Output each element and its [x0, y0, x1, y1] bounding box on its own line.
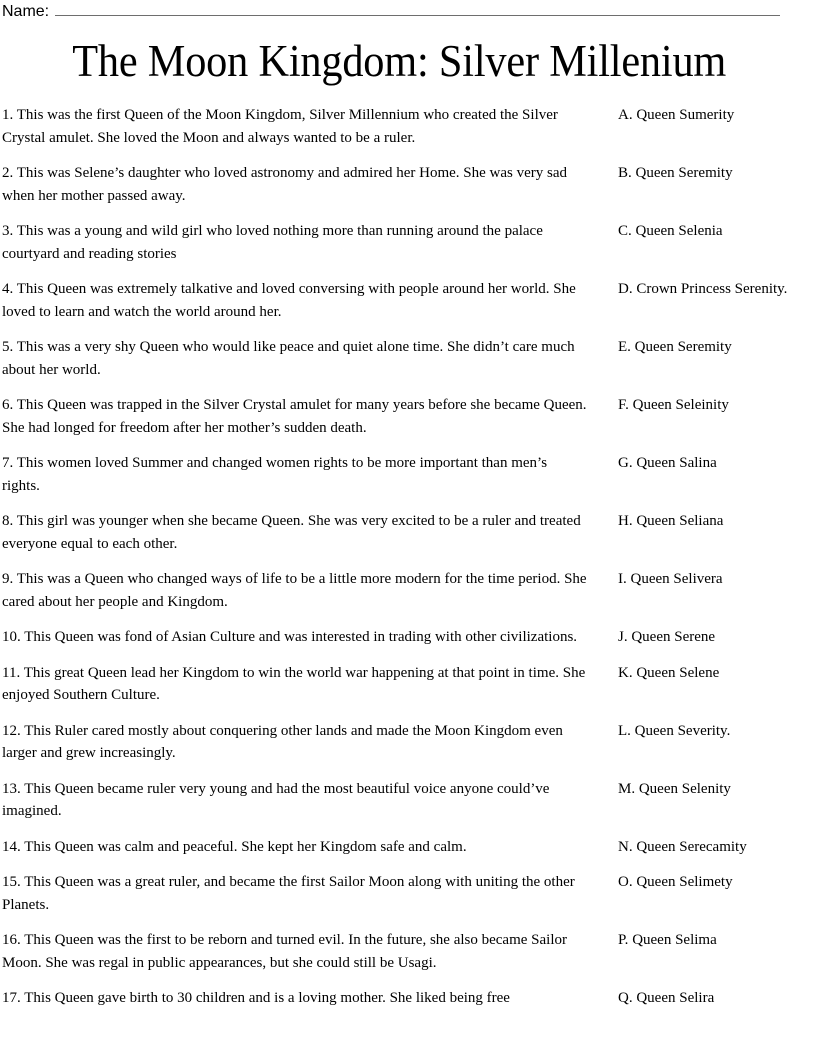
matching-row	[2, 720, 802, 765]
question-text: This Queen was the first to be reborn and turned evil. In the future, she also became Sailor Moon. She was regal in public appearances, but she could still be Usagi.	[2, 932, 567, 971]
answer-option[interactable]	[602, 220, 802, 243]
question-text: This Queen was fond of Asian Culture and was interested in trading with other civilizations.	[24, 629, 578, 645]
answer-text: Queen Selira	[636, 990, 715, 1006]
question-text: This girl was younger when she became Queen. She was very excited to be a ruler and treated everyone equal to each other.	[2, 513, 581, 552]
matching-row	[2, 220, 802, 265]
matching-row	[2, 510, 802, 555]
question-number: 7.	[2, 455, 14, 471]
question-item	[2, 929, 602, 974]
question-number: 17.	[2, 990, 21, 1006]
matching-row	[2, 568, 802, 613]
answer-letter: F.	[618, 397, 629, 413]
question-number: 4.	[2, 281, 14, 297]
answer-letter: M.	[618, 780, 636, 797]
question-item	[2, 452, 602, 497]
answer-letter: I.	[618, 571, 627, 587]
answer-letter: P.	[618, 932, 629, 948]
answer-text: Queen Selivera	[630, 571, 723, 587]
question-number: 16.	[2, 932, 21, 948]
question-text: This was Selene’s daughter who loved astronomy and admired her Home. She was very sad when her mother passed away.	[2, 165, 568, 204]
matching-row	[2, 626, 802, 649]
question-text: This was the first Queen of the Moon Kingdom, Silver Millennium who created the Silver Crystal amulet. She loved the Moon and always wanted to be a ruler.	[2, 107, 558, 146]
answer-text: Queen Selenia	[635, 223, 723, 239]
question-text: This Queen was extremely talkative and loved conversing with people around her world. She loved to learn and watch the world around her.	[2, 281, 576, 320]
answer-text: Queen Seleinity	[632, 397, 729, 413]
answer-option[interactable]	[602, 336, 802, 359]
question-item	[2, 278, 602, 323]
answer-option[interactable]	[602, 871, 802, 894]
answer-letter: G.	[618, 455, 633, 471]
matching-row	[2, 278, 802, 323]
answer-letter: B.	[618, 165, 632, 181]
answer-text: Queen Selenity	[638, 780, 731, 797]
question-item	[2, 836, 602, 859]
matching-row	[2, 662, 802, 707]
question-number: 11.	[2, 664, 21, 681]
page-title: The Moon Kingdom: Silver Millenium	[72, 36, 727, 86]
question-text: This Queen became ruler very young and had the most beautiful voice anyone could’ve imagined.	[2, 780, 550, 819]
question-text: This was a Queen who changed ways of life to be a little more modern for the time period. She cared about her people and Kingdom.	[2, 571, 587, 610]
question-number: 5.	[2, 339, 14, 355]
question-text: This great Queen lead her Kingdom to win the world war happening at that point in time. She enjoyed Southern Culture.	[2, 664, 586, 703]
question-number: 12.	[2, 722, 21, 739]
question-text: This Queen was calm and peaceful. She kept her Kingdom safe and calm.	[24, 838, 467, 855]
matching-list	[2, 104, 802, 1010]
name-blank-field[interactable]	[55, 2, 780, 16]
question-text: This was a very shy Queen who would like peace and quiet alone time. She didn’t care much about her world.	[2, 339, 575, 378]
matching-row	[2, 778, 802, 823]
answer-option[interactable]	[602, 394, 802, 417]
question-item	[2, 720, 602, 765]
matching-row	[2, 452, 802, 497]
answer-option[interactable]	[602, 452, 802, 475]
question-number: 14.	[2, 838, 21, 855]
question-item	[2, 626, 602, 649]
answer-option[interactable]	[602, 626, 802, 649]
answer-text: Crown Princess Serenity.	[636, 281, 788, 297]
answer-text: Queen Sumerity	[636, 107, 735, 123]
matching-row	[2, 336, 802, 381]
answer-text: Queen Serecamity	[636, 838, 747, 855]
answer-letter: E.	[618, 339, 631, 355]
answer-text: Queen Selimety	[636, 874, 733, 890]
answer-option[interactable]	[602, 836, 802, 859]
answer-option[interactable]	[602, 778, 802, 801]
question-item	[2, 568, 602, 613]
answer-letter: D.	[618, 281, 633, 297]
question-number: 13.	[2, 780, 21, 797]
answer-letter: Q.	[618, 990, 633, 1006]
answer-text: Queen Salina	[636, 455, 717, 471]
question-number: 10.	[2, 629, 21, 645]
answer-letter: O.	[618, 874, 633, 890]
matching-row	[2, 836, 802, 859]
answer-letter: A.	[618, 107, 633, 123]
answer-letter: L.	[618, 722, 631, 739]
answer-option[interactable]	[602, 278, 802, 301]
matching-row	[2, 104, 802, 149]
name-row	[2, 0, 802, 26]
matching-row	[2, 162, 802, 207]
question-item	[2, 510, 602, 555]
answer-text: Queen Severity.	[634, 722, 731, 739]
question-text: This women loved Summer and changed women rights to be more important than men’s rights.	[2, 455, 548, 494]
question-text: This Queen was trapped in the Silver Crystal amulet for many years before she became Queen. She had longed for freedom after her mother’s sudden death.	[2, 397, 587, 436]
answer-letter: J.	[618, 629, 628, 645]
answer-text: Queen Selene	[636, 664, 720, 681]
answer-option[interactable]	[602, 662, 802, 685]
question-number: 15.	[2, 874, 21, 890]
matching-row	[2, 987, 802, 1010]
matching-row	[2, 394, 802, 439]
answer-option[interactable]	[602, 987, 802, 1010]
answer-option[interactable]	[602, 568, 802, 591]
question-item	[2, 336, 602, 381]
question-text: This Queen gave birth to 30 children and is a loving mother. She liked being free	[24, 990, 510, 1006]
question-text: This Queen was a great ruler, and became the first Sailor Moon along with uniting the other Planets.	[2, 874, 575, 913]
answer-option[interactable]	[602, 162, 802, 185]
question-number: 6.	[2, 397, 14, 413]
answer-text: Queen Serene	[631, 629, 716, 645]
question-text: This Ruler cared mostly about conquering other lands and made the Moon Kingdom even larger and grew increasingly.	[2, 722, 563, 761]
answer-text: Queen Selima	[632, 932, 717, 948]
question-item	[2, 778, 602, 823]
answer-text: Queen Seremity	[635, 165, 733, 181]
question-item	[2, 662, 602, 707]
question-item	[2, 987, 602, 1010]
question-number: 1.	[2, 107, 14, 123]
answer-text: Queen Seremity	[634, 339, 732, 355]
answer-letter: H.	[618, 513, 633, 529]
answer-letter: C.	[618, 223, 632, 239]
question-number: 2.	[2, 165, 14, 181]
question-number: 9.	[2, 571, 14, 587]
question-number: 8.	[2, 513, 14, 529]
answer-option[interactable]	[602, 104, 802, 127]
question-text: This was a young and wild girl who loved nothing more than running around the palace courtyard and reading stories	[2, 223, 543, 262]
question-item	[2, 394, 602, 439]
question-item	[2, 220, 602, 265]
answer-option[interactable]	[602, 929, 802, 952]
question-item	[2, 871, 602, 916]
question-number: 3.	[2, 223, 14, 239]
question-item	[2, 162, 602, 207]
matching-row	[2, 929, 802, 974]
answer-option[interactable]	[602, 510, 802, 533]
answer-text: Queen Seliana	[636, 513, 724, 529]
question-item	[2, 104, 602, 149]
answer-option[interactable]	[602, 720, 802, 743]
matching-row	[2, 871, 802, 916]
answer-letter: K.	[618, 664, 633, 681]
name-label: Name:	[2, 3, 50, 20]
answer-letter: N.	[618, 838, 633, 855]
